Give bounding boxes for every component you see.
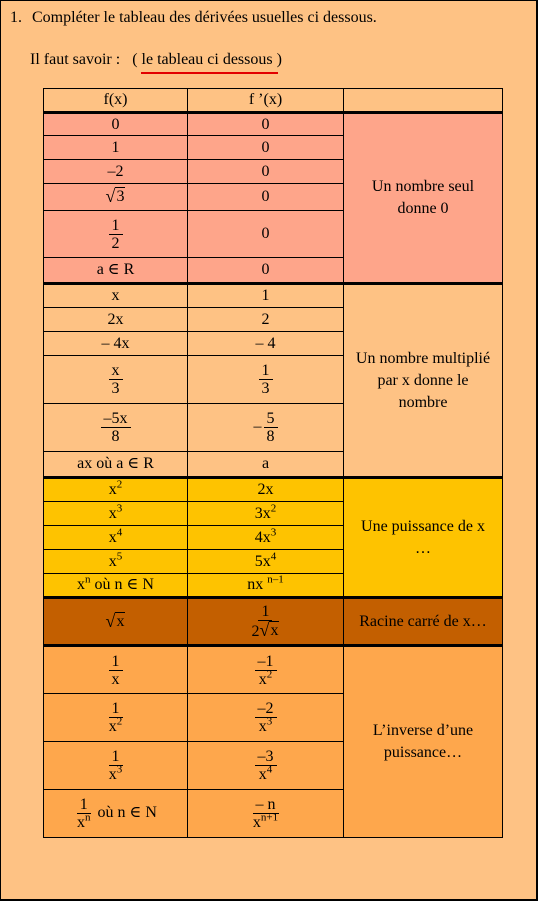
fprime-cell: – 4 [188,332,344,356]
note-reference: ( le tableau ci dessous ) [132,51,282,68]
fprime-cell: 0 [188,160,344,184]
group-description: Une puissance de x … [344,478,503,598]
fx-cell: $\frac{x}{3}$ [44,356,188,404]
fx-cell: $\frac{1}{x^2}$ [44,694,188,742]
fx-cell: – 4x [44,332,188,356]
table-row [44,478,503,502]
group-description: Un nombre multiplié par x donne le nombre [344,284,503,478]
fprime-cell: 2 [188,308,344,332]
sqrt-x: √ x [105,610,125,631]
fx-cell: $\frac{1}{x^3}$ [44,742,188,790]
fx-cell: 1 [44,136,188,160]
table-row [44,598,503,646]
fx-cell: ax où a ∈ R [44,452,188,478]
exercise-number: 1. [10,9,22,26]
fprime-cell: a [188,452,344,478]
column-header-description [344,89,503,113]
table-row [44,284,503,308]
note-label: Il faut savoir : [30,51,121,68]
fx-cell: $\frac{1}{x^n}$ où n ∈ N [44,790,188,838]
table-row [44,113,503,136]
fprime-cell: 0 [188,113,344,136]
fx-cell: $\frac{1}{2}$ [44,211,188,258]
worksheet-page [1,1,536,899]
fprime-cell: $4x^3$ [188,526,344,550]
group-description: L’inverse d’une puissance… [344,646,503,838]
fprime-cell: $\frac{-3}{x^4}$ [188,742,344,790]
fprime-cell: $5x^4$ [188,550,344,574]
fx-cell: $x^2$ [44,478,188,502]
fx-cell: $x^4$ [44,526,188,550]
exercise-instruction: Compléter le tableau des dérivées usuelles ci dessous. [32,9,377,26]
fprime-cell: 1 2 √ x [188,598,344,646]
table-header-row [44,89,503,113]
fprime-cell: $\frac{-1}{x^2}$ [188,646,344,694]
fx-cell: 2x [44,308,188,332]
fx-cell [44,184,188,211]
fprime-cell: $\frac{-2}{x^3}$ [188,694,344,742]
fx-cell: $\frac{1}{x}$ [44,646,188,694]
fprime-cell: 2x [188,478,344,502]
fprime-cell: 1 [188,284,344,308]
fprime-cell: 0 [188,258,344,284]
fx-cell: –2 [44,160,188,184]
exercise-heading [10,9,377,27]
fprime-cell: $\frac{1}{3}$ [188,356,344,404]
fx-cell: $x^n$ où n ∈ N [44,574,188,598]
derivatives-table [43,88,503,838]
fx-cell: $\frac{-5x}{8}$ [44,404,188,452]
column-header-fprime: f ’(x) [188,89,344,113]
note-line [30,51,282,69]
fprime-cell: 0 [188,136,344,160]
fx-cell: a ∈ R [44,258,188,284]
group-description: Un nombre seul donne 0 [344,113,503,284]
column-header-f: f(x) [44,89,188,113]
fx-cell: $x^5$ [44,550,188,574]
fx-cell: $x^3$ [44,502,188,526]
fprime-cell: 0 [188,184,344,211]
fprime-cell: nx $^{n-1}$ [188,574,344,598]
fprime-cell: $\frac{- n}{x^{n+1}}$ [188,790,344,838]
table-row [44,646,503,694]
red-underline [141,72,278,74]
fx-cell: x [44,284,188,308]
fx-cell [44,598,188,646]
group-description: Racine carré de x… [344,598,503,646]
fprime-cell: 0 [188,211,344,258]
fx-cell: 0 [44,113,188,136]
fprime-cell: $3x^2$ [188,502,344,526]
fprime-cell: – $\frac{5}{8}$ [188,404,344,452]
sqrt-3: √ 3 [105,186,125,206]
